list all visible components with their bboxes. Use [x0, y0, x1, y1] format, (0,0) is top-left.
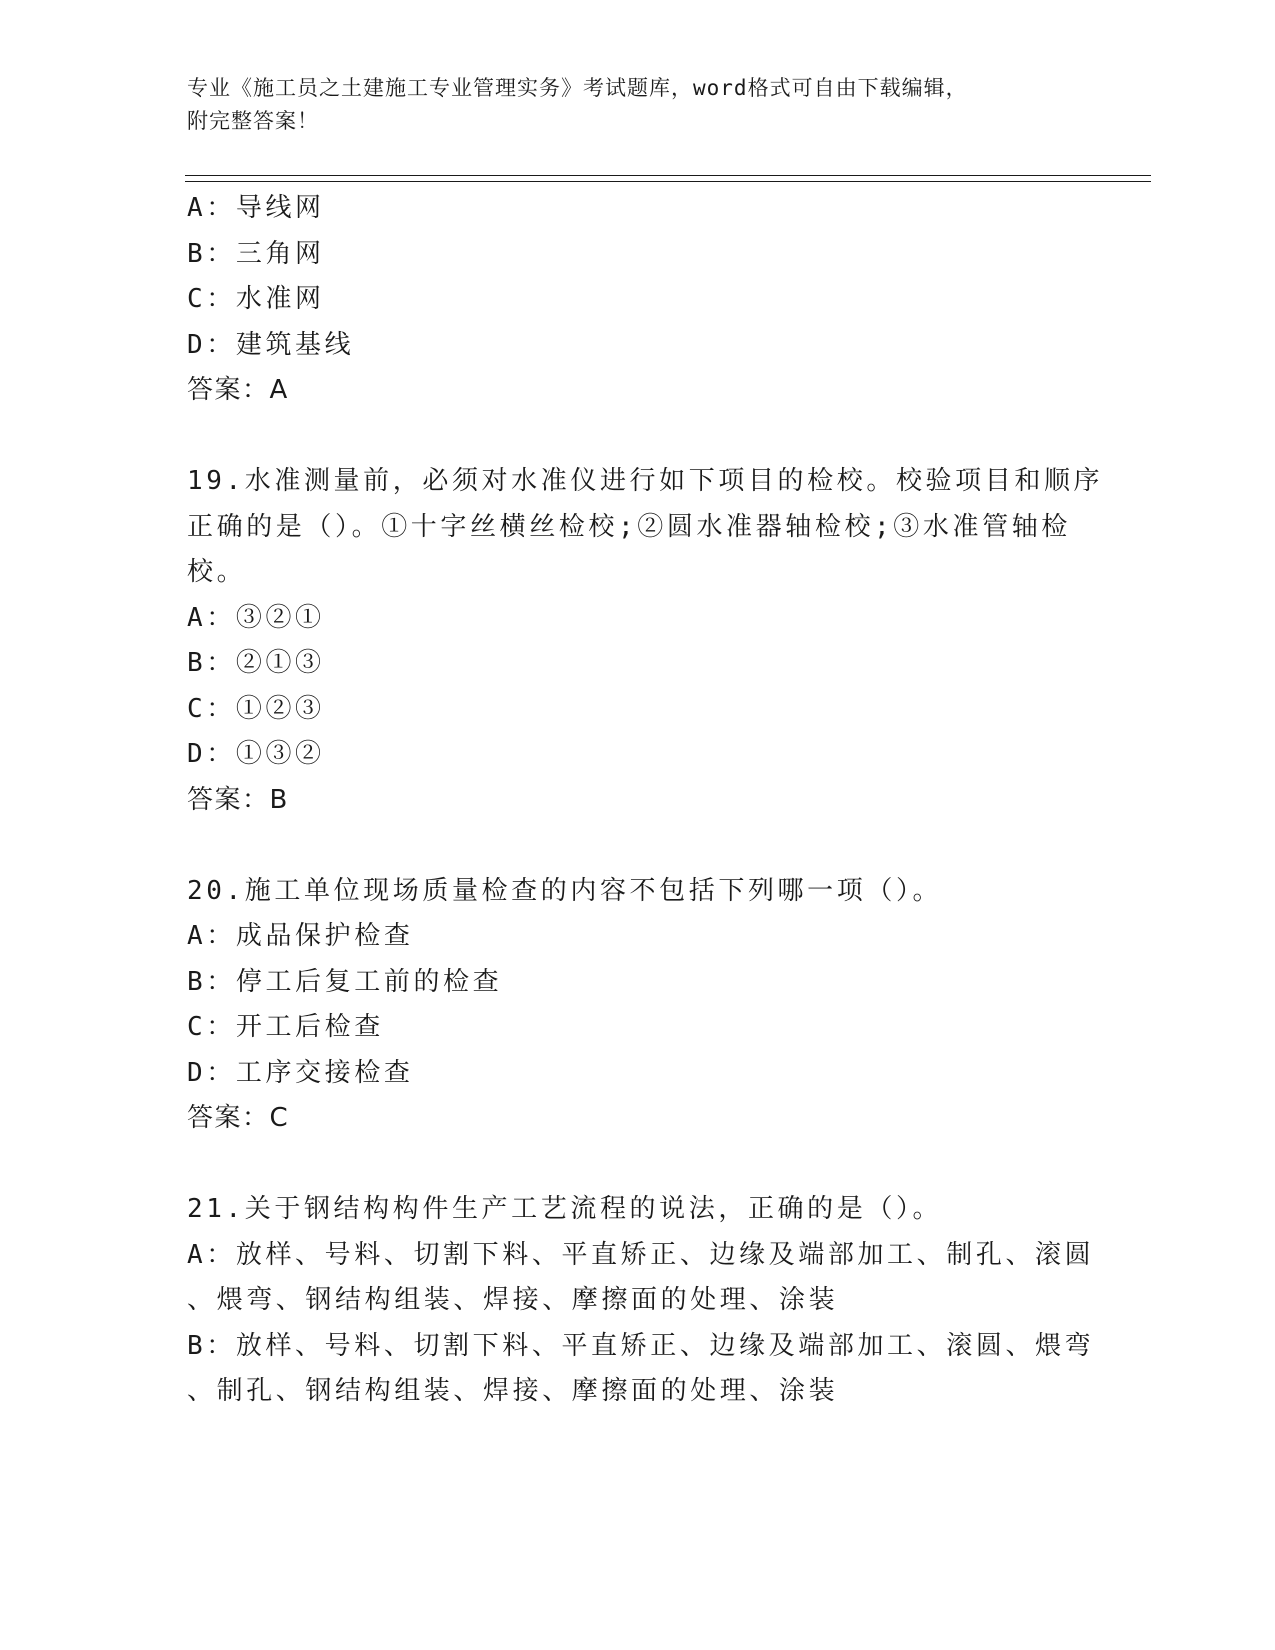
question-stem-line: 21.关于钢结构构件生产工艺流程的说法，正确的是（）。 [187, 1194, 943, 1224]
option-a: A：③②① [187, 602, 325, 633]
document-header [187, 72, 1107, 138]
option-c: C：①②③ [187, 693, 325, 724]
header-divider-bottom [185, 181, 1151, 182]
question-19 [187, 459, 1104, 823]
question-20 [187, 869, 1087, 1142]
header-line-1: 专业《施工员之土建施工专业管理实务》考试题库，word格式可自由下载编辑， [187, 76, 968, 100]
option-b: B：②①③ [187, 648, 325, 678]
option-b: B：放样、号料、切割下料、平直矫正、边缘及端部加工、滚圆、煨弯 [187, 1330, 1095, 1361]
answer: 答案：B [187, 784, 289, 815]
answer: 答案：C [187, 1103, 290, 1133]
option-c: C：开工后检查 [187, 1012, 384, 1042]
header-divider-top [185, 175, 1151, 176]
option-b-continuation: 、制孔、钢结构组装、焊接、摩擦面的处理、涂装 [187, 1376, 839, 1406]
option-b: B：三角网 [187, 238, 325, 269]
option-d: D：①③② [187, 739, 325, 769]
question-stem-line: 正确的是（）。①十字丝横丝检校;②圆水准器轴检校;③水准管轴检 [187, 511, 1071, 542]
option-c: C：水准网 [187, 284, 325, 314]
option-b: B：停工后复工前的检查 [187, 966, 503, 997]
question-stem-line: 校。 [187, 557, 247, 587]
question-stem-line: 19.水准测量前，必须对水准仪进行如下项目的检校。校验项目和顺序 [187, 466, 1104, 496]
spacer [187, 823, 1087, 869]
question-list [187, 186, 1104, 1415]
option-a: A：导线网 [187, 193, 325, 223]
question-21 [187, 1187, 1095, 1415]
option-a: A：放样、号料、切割下料、平直矫正、边缘及端部加工、制孔、滚圆 [187, 1239, 1095, 1270]
spacer [187, 1142, 1087, 1188]
question-stem-line: 20.施工单位现场质量检查的内容不包括下列哪一项（）。 [187, 875, 943, 906]
answer: 答案：A [187, 375, 289, 405]
option-a-continuation: 、煨弯、钢结构组装、焊接、摩擦面的处理、涂装 [187, 1285, 839, 1315]
option-d: D：工序交接检查 [187, 1057, 414, 1088]
header-line-2: 附完整答案！ [187, 109, 319, 133]
question-18 [187, 186, 1087, 414]
option-d: D：建筑基线 [187, 329, 355, 360]
option-a: A：成品保护检查 [187, 921, 414, 951]
spacer [187, 414, 1087, 460]
